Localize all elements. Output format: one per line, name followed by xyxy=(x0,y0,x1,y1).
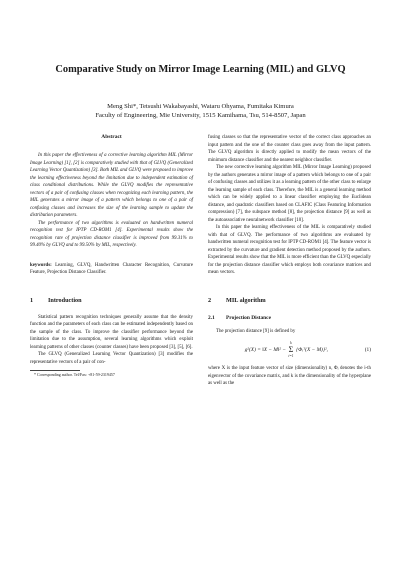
sum-upper-limit: k xyxy=(290,341,292,346)
body-paragraph: where X is the input feature vector of size (dimensionality) n, Φᵢ denotes the i-th eigenvector of the covariance matrix, and k is the dimensionality of the hyperplane as well as the xyxy=(208,366,371,387)
body-paragraph: The projection distance [9] is defined by xyxy=(216,328,296,334)
equation-rhs: {Φᵢᵀ(X − M)}², xyxy=(295,347,328,354)
equation-number: (1) xyxy=(364,347,371,354)
section-number: 2 xyxy=(208,296,212,304)
author-list: Meng Shi*, Tetsushi Wakabayashi, Wataru Ohyama, Fumitaka Kimura xyxy=(107,103,294,110)
affiliation: Faculty of Engineering, Mie University, 1515 Kamihama, Tsu, 514-8507, Japan xyxy=(95,111,306,119)
section-title: MIL algorithm xyxy=(226,296,266,304)
footnote: * Corresponding author. Tel/Fax: +81-59-2319457 xyxy=(34,372,115,378)
section-title: Introduction xyxy=(48,296,82,304)
section-number: 1 xyxy=(30,296,34,304)
body-paragraph: The new corrective learning algorithm MIL (Mirror Image Learning) proposed by the authors generates a mirror image of a pattern which belongs to one of a pair of confusing classes and utilizes it as a learning pattern of the other class to enlarge the learning sample of each class. Therefore, the MIL is a general learning method which can be widely applied to a linear classifier employing the Euclidean distance, and quadratic classifiers based on CLAFIC (Class Featuring Information compression) [7], the subspace method [8], the projection distance [9] as well as the autoassociative neuralnetwork classifier [10]. xyxy=(208,165,371,223)
body-paragraph: In this paper the learning effectiveness of the MIL is comparatively studied with that of GLVQ. The performance of two algorithms are evaluated by handwritten numeral recognition test for IPTP CD-ROM1 [4]. The feature vector is extracted by the curvature and gradient detection method proposed by the authors. Experimental results show that the MIL is more efficient than the GLVQ especially for the projection distance classifier which employs both covariance matrices and mean vectors. xyxy=(208,225,371,276)
abstract-paragraph: In this paper the effectiveness of a corrective learning algorithm MIL (Mirror Image Learning) [1], [2] is comparatively studied with that of GLVQ (Generalized Learning Vector Quantization) [3]. Both MIL and GLVQ were proposed to improve the learning effectiveness beyond the limitation due to independent estimation of class conditional distributions. While the GLVQ modifies the representative vectors of a pair of confusing classes when recognizing each learning pattern, the MIL generates a mirror image of a pattern which belongs to one of a pair of confusing classes and increases the size of the learning sample to update the distribution parameters. xyxy=(30,153,194,219)
subsection-heading xyxy=(208,314,371,322)
footnote-divider xyxy=(30,370,80,371)
left-column xyxy=(30,134,193,388)
equation xyxy=(208,341,371,359)
keywords xyxy=(30,262,193,277)
right-column xyxy=(208,134,371,388)
sigma-icon: Σ xyxy=(288,345,294,355)
two-column-body xyxy=(30,134,371,388)
sum-lower-limit: i=1 xyxy=(288,354,294,359)
body-paragraph: The GLVQ (Generalized Learning Vector Quantization) [3] modifies the representative vectors of a pair of con- xyxy=(30,352,193,365)
section-heading xyxy=(208,297,371,305)
equation-middle: = ‖X − M‖² − xyxy=(257,347,286,354)
abstract-paragraph: The performance of two algorithms is evaluated on handwritten numeral recognition test for IPTP CD-ROM1 [4]. Experimental results show the recognition rate of projection distance classifier is improved from 99.31% to 99.40% by GLVQ and to 99.50% by MIL, respectively. xyxy=(30,220,193,249)
summation-symbol xyxy=(288,341,293,359)
paper-title: Comparative Study on Mirror Image Learning (MIL) and GLVQ xyxy=(55,64,346,75)
subsection-title: Projection Distance xyxy=(226,314,271,321)
keywords-text: Learning, GLVQ, Handwritten Character Recognition, Curvature Feature, Projection Distance Classifier. xyxy=(30,262,193,276)
equation-lhs: g²(X) xyxy=(244,347,256,354)
equation-body xyxy=(208,341,365,359)
subsection-number: 2.1 xyxy=(208,314,215,321)
body-paragraph: fusing classes so that the representative vector of the correct class approaches an input pattern and the one of the counter class goes away from the input pattern. The GLVQ algorithm is directly applied to modify the mean vectors of the minimum distance classifier and the nearest neighbor classifier. xyxy=(208,135,371,163)
section-heading xyxy=(30,297,193,305)
keywords-label: keywords: xyxy=(30,262,52,268)
body-paragraph: Statistical pattern recognition techniques generally assume that the density function and the parameters of each class can be estimated independently based on the sample of the class. To improve the classifier performance beyond the limitation due to the assumption, several learning algorithms which exploit learning patterns of other classes (counter classes) have been proposed [3], [5], [6]. xyxy=(30,314,193,350)
abstract-heading: Abstract xyxy=(101,134,122,141)
